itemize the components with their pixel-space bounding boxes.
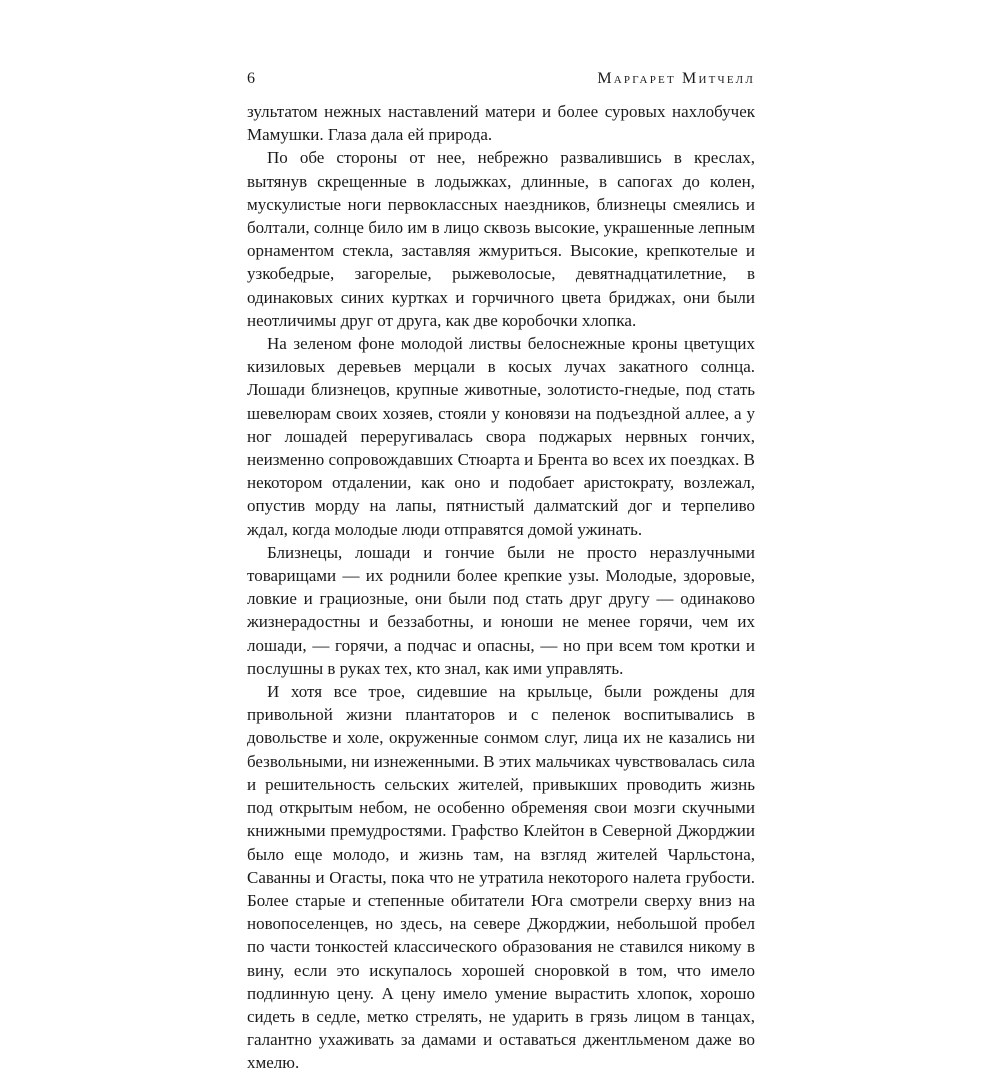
page-number: 6 (247, 70, 255, 87)
body-text (247, 100, 755, 1075)
paragraph: И хотя все трое, сидевшие на крыльце, были рождены для привольной жизни плантаторов и с пеленок воспитывались в довольстве и холе, окруженные сонмом слуг, лица их не казались ни безвольными, ни изнеженными. В этих мальчиках чувствовалась сила и решительность сельских жителей, привыкших проводить жизнь под открытым небом, не особенно обременяя свои мозги скучными книжными премудростями. Графство Клейтон в Северной Джорджии было еще молодо, и жизнь там, на взгляд жителей Чарльстона, Саванны и Огасты, пока что не утратила некоторого налета грубости. Более старые и степенные обитатели Юга смотрели сверху вниз на новопоселенцев, но здесь, на севере Джорджии, небольшой пробел по части тонкостей классического образования не ставился никому в вину, если это искупалось хорошей сноровкой в том, что имело подлинную цену. А цену имело умение вырастить хлопок, хорошо сидеть в седле, метко стрелять, не ударить в грязь лицом в танцах, галантно ухаживать за дамами и оставаться джентльменом даже во хмелю. (247, 682, 755, 1073)
paragraph: На зеленом фоне молодой листвы белоснежные кроны цветущих кизиловых деревьев мерцали в косых лучах закатного солнца. Лошади близнецов, крупные животные, золотисто-гнедые, под стать шевелюрам своих хозяев, стояли у коновязи на подъездной аллее, а у ног лошадей переругивалась свора поджарых нервных гончих, неизменно сопровождавших Стюарта и Брента во всех их поездках. В некотором отдалении, как оно и подобает аристократу, возлежал, опустив морду на лапы, пятнистый далматский дог и терпеливо ждал, когда молодые люди отправятся домой ужинать. (247, 334, 755, 539)
paragraph: По обе стороны от нее, небрежно развалившись в креслах, вытянув скрещенные в лодыжках, длинные, в сапогах до колен, мускулистые ноги первоклассных наездников, близнецы смеялись и болтали, солнце било им в лицо сквозь высокие, украшенные лепным орнаментом стекла, заставляя жмуриться. Высокие, крепкотелые и узкобедрые, загорелые, рыжеволосые, девятнадцатилетние, в одинаковых синих куртках и горчичного цвета бриджах, они были неотличимы друг от друга, как две коробочки хлопка. (247, 148, 755, 330)
paragraph: Близнецы, лошади и гончие были не просто неразлучными товарищами — их роднили более крепкие узы. Молодые, здоровые, ловкие и грациозные, они были под стать друг другу — одинаково жизнерадостны и беззаботны, и юноши не менее горячи, чем их лошади, — горячи, а подчас и опасны, — но при всем том кротки и послушны в руках тех, кто знал, как ими управлять. (247, 542, 755, 678)
running-head-author: Маргарет Митчелл (597, 70, 755, 87)
paragraph-continued: зультатом нежных наставлений матери и более суровых нахлобучек Мамушки. Глаза дала ей природа. (247, 102, 755, 145)
page-header (247, 70, 755, 100)
book-page (247, 70, 755, 1075)
